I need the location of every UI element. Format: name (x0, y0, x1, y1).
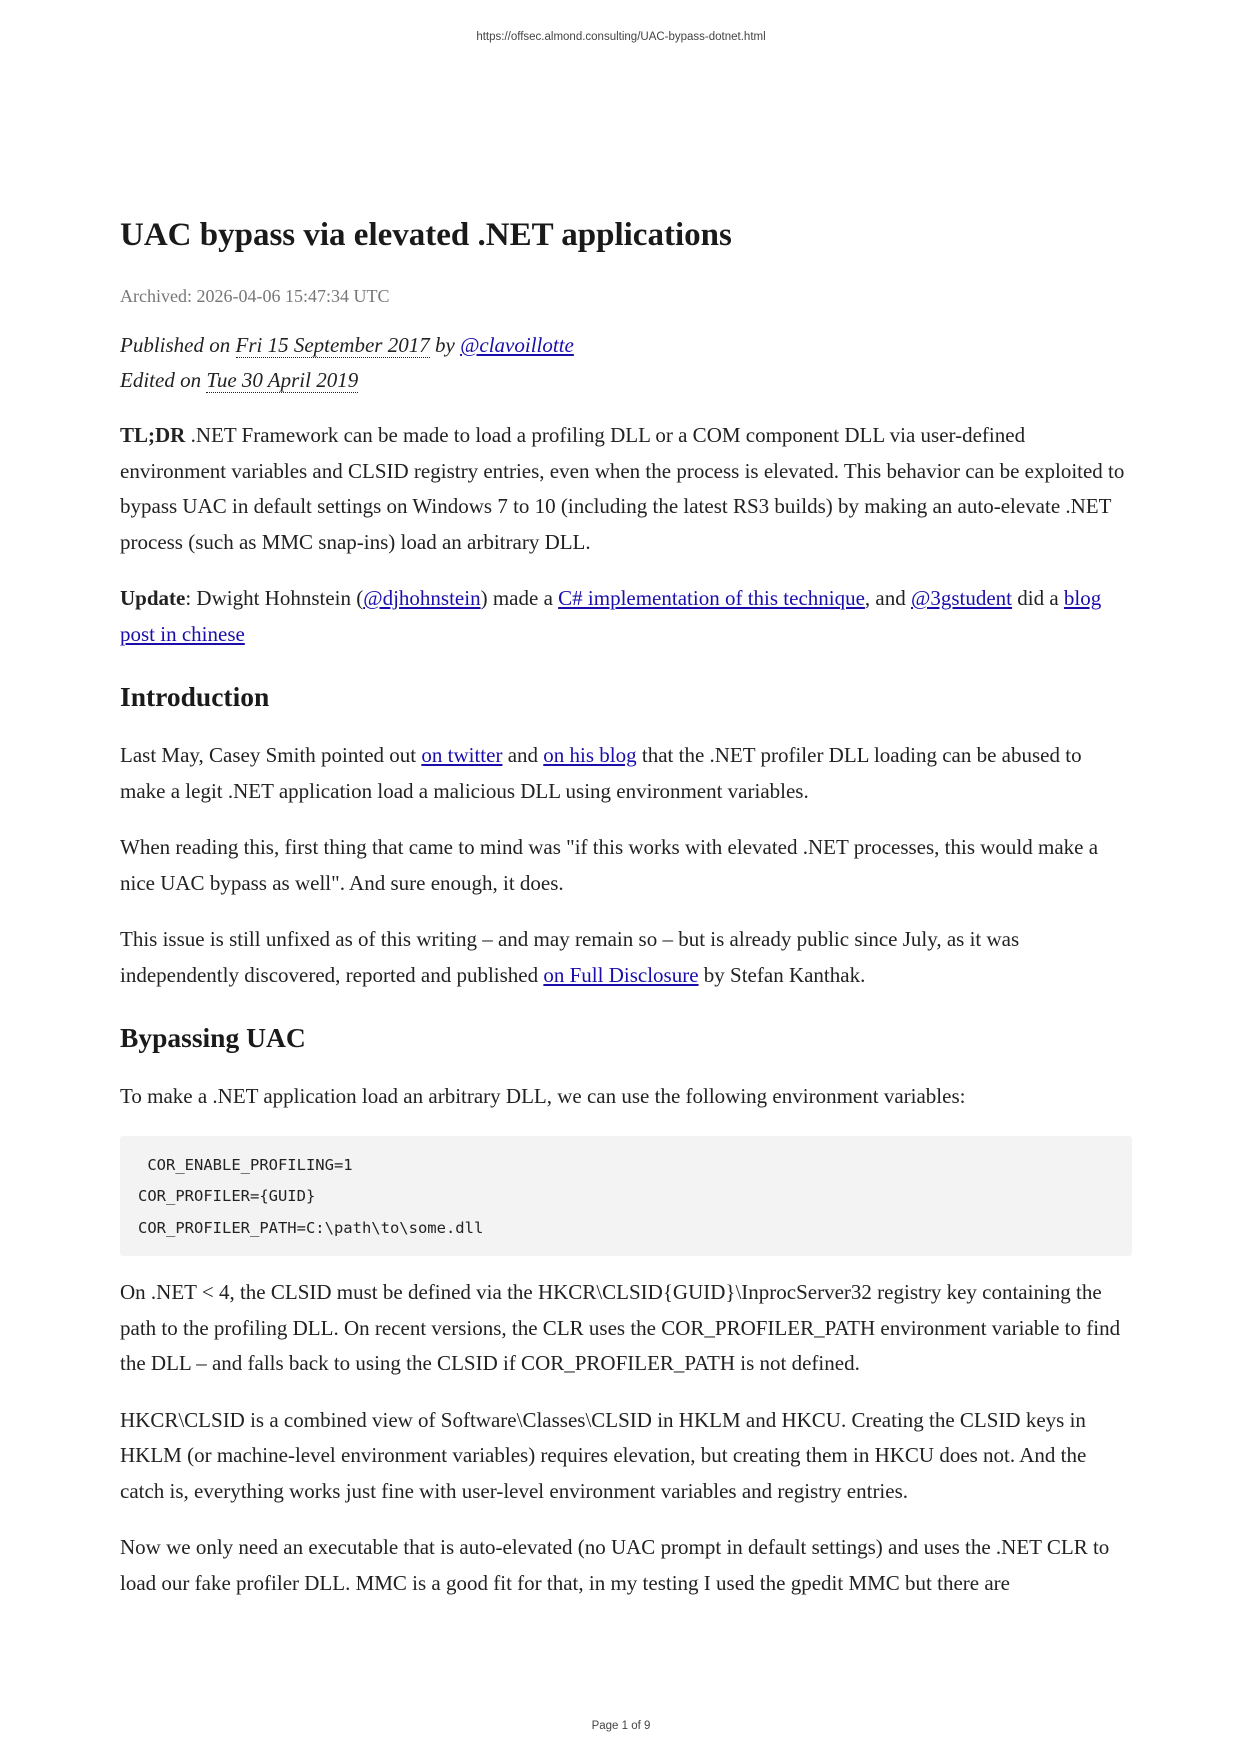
update-label: Update (120, 586, 186, 610)
article-title: UAC bypass via elevated .NET applications (120, 217, 732, 253)
published-date: Fri 15 September 2017 (235, 333, 430, 357)
bypass-paragraph-3: HKCR\CLSID is a combined view of Software\Classes\CLSID in HKLM and HKCU. Creating the CLSID keys in HKLM (or machine-level environment variables) requires elevation, but creating them in HKCU does not. And the catch is, everything works just fine with user-level environment variables and registry entries. (120, 1407, 1087, 1503)
intro-paragraph-2: When reading this, first thing that came to mind was "if this works with elevated .NET processes, this would make a nice UAC bypass as well". And sure enough, it does. (120, 835, 1099, 895)
update-paragraph: Update: Dwight Hohnstein (@djhohnstein) made a C# implementation of this technique, and @3gstudent did a blog post in chinese (120, 586, 1102, 646)
bypassing-uac-heading: Bypassing UAC (120, 1022, 306, 1053)
bypass-paragraph-2: On .NET < 4, the CLSID must be defined via the HKCR\CLSID{GUID}\InprocServer32 registry key containing the path to the profiling DLL. On recent versions, the CLR uses the COR_PROFILER_PATH environment variable to find the DLL – and falls back to using the CLSID if COR_PROFILER_PATH is not defined. (120, 1280, 1121, 1375)
published-line: Published on Fri 15 September 2017 by @clavoillotte (120, 333, 574, 357)
djhohnstein-link[interactable]: @djhohnstein (363, 586, 481, 610)
twitter-link[interactable]: on twitter (421, 743, 503, 767)
intro-paragraph-3: This issue is still unfixed as of this writing – and may remain so – but is already public since July, as it was independently discovered, reported and published on Full Disclosure by Stefan Kanthak. (120, 927, 1020, 987)
bypass-paragraph-1: To make a .NET application load an arbitrary DLL, we can use the following environment variables: (120, 1084, 966, 1108)
tldr-paragraph: TL;DR .NET Framework can be made to load a profiling DLL or a COM component DLL via user-defined environment variables and CLSID registry entries, even when the process is elevated. This behavior can be exploited to bypass UAC in default settings on Windows 7 to 10 (including the latest RS3 builds) by making an auto-elevate .NET process (such as MMC snap-ins) load an arbitrary DLL. (120, 423, 1125, 554)
csharp-implementation-link[interactable]: C# implementation of this technique (558, 586, 865, 610)
introduction-heading: Introduction (120, 681, 270, 712)
publication-info (120, 328, 1132, 398)
3gstudent-link[interactable]: @3gstudent (911, 586, 1013, 610)
article (120, 210, 1132, 1622)
bypass-paragraph-4: Now we only need an executable that is auto-elevated (no UAC prompt in default settings) and uses the .NET CLR to load our fake profiler DLL. MMC is a good fit for that, in my testing I used the gpedit MMC but there are (120, 1535, 1110, 1595)
edited-line: Edited on Tue 30 April 2019 (120, 368, 359, 392)
page-number: Page 1 of 9 (591, 1720, 651, 1732)
full-disclosure-link[interactable]: on Full Disclosure (543, 962, 699, 987)
tldr-label: TL;DR (120, 423, 186, 447)
chinese-blog-post-link[interactable]: blog post in chinese (120, 586, 1102, 646)
intro-paragraph-1: Last May, Casey Smith pointed out on twitter and on his blog that the .NET profiler DLL loading can be abused to make a legit .NET application load a malicious DLL using environment variables. (120, 743, 1082, 803)
edited-date: Tue 30 April 2019 (206, 368, 359, 392)
archived-timestamp: Archived: 2026-04-06 15:47:34 UTC (120, 286, 390, 306)
author-link[interactable]: @clavoillotte (460, 333, 574, 357)
his-blog-link[interactable]: on his blog (543, 743, 637, 767)
page-url: https://offsec.almond.consulting/UAC-bypass-dotnet.html (476, 31, 766, 43)
env-vars-code-block: COR_ENABLE_PROFILING=1 COR_PROFILER={GUID} COR_PROFILER_PATH=C:\path\to\some.dll (120, 1136, 1132, 1257)
